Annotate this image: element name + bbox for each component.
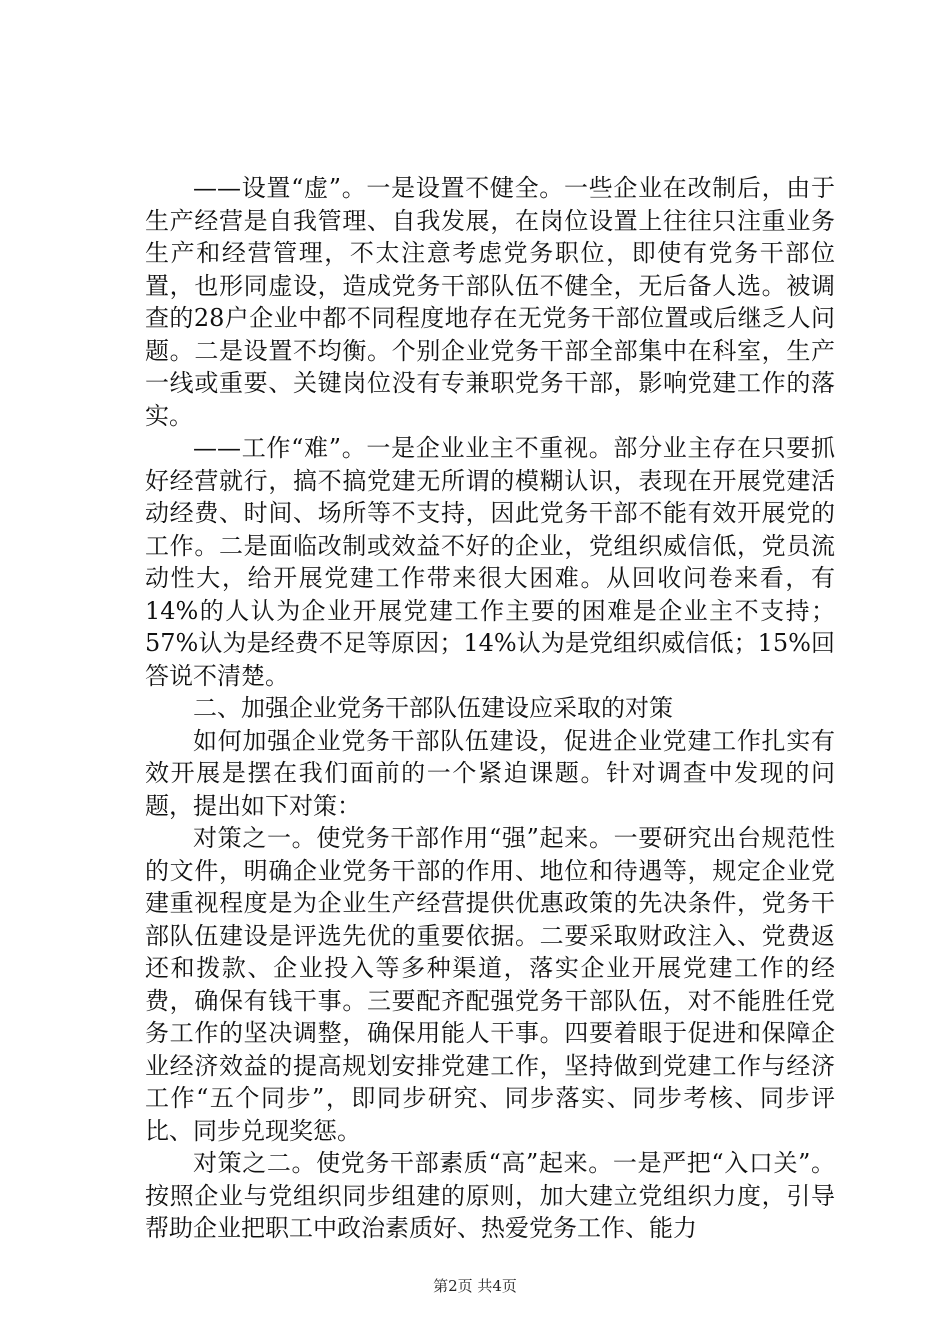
section-heading-countermeasures: 二、加强企业党务干部队伍建设应采取的对策 — [193, 694, 673, 722]
paragraph-work-difficult: ——工作“难”。一是企业业主不重视。部分业主存在只要抓好经营就行，搞不搞党建无所谓的模糊认识，表现在开展党建活动经费、时间、场所等不支持，因此党务干部不能有效开展党的工作。二是面临改制或效益不好的企业，党组织威信低，党员流动性大，给开展党建工作带来很大困难。从回收问卷来看，有14%的人认为企业开展党建工作主要的困难是企业主不支持；57%认为是经费不足等原因；14%认为是党组织威信低；15%回答说不清楚。 — [145, 434, 835, 690]
paragraph-countermeasure-one: 对策之一。使党务干部作用“强”起来。一要研究出台规范性的文件，明确企业党务干部的作用、地位和待遇等，规定企业党建重视程度是为企业生产经营提供优惠政策的先决条件，党务干部队伍建设是评选先优的重要依据。二要采取财政注入、党费返还和拨款、企业投入等多种渠道，落实企业开展党建工作的经费，确保有钱干事。三要配齐配强党务干部队伍，对不能胜任党务工作的坚决调整，确保用能人干事。四要着眼于促进和保障企业经济效益的提高规划安排党建工作，坚持做到党建工作与经济工作“五个同步”，即同步研究、同步落实、同步考核、同步评比、同步兑现奖惩。 — [145, 824, 835, 1145]
paragraph-countermeasure-two: 对策之二。使党务干部素质“高”起来。一是严把“入口关”。按照企业与党组织同步组建的原则，加大建立党组织力度，引导帮助企业把职工中政治素质好、热爱党务工作、能力 — [145, 1149, 835, 1242]
document-body — [145, 172, 835, 1245]
page-footer: 第2页 共4页 — [433, 1277, 517, 1295]
paragraph-intro-countermeasures: 如何加强企业党务干部队伍建设，促进企业党建工作扎实有效开展是摆在我们面前的一个紧迫课题。针对调查中发现的问题，提出如下对策： — [145, 726, 835, 820]
paragraph-setup-virtual: ——设置“虚”。一是设置不健全。一些企业在改制后，由于生产经营是自我管理、自我发展，在岗位设置上往往只注重业务生产和经营管理，不太注意考虑党务职位，即使有党务干部位置，也形同虚设，造成党务干部队伍不健全，无后备人选。被调查的28户企业中都不同程度地存在无党务干部位置或后继乏人问题。二是设置不均衡。个别企业党务干部全部集中在科室，生产一线或重要、关键岗位没有专兼职党务干部，影响党建工作的落实。 — [145, 174, 835, 430]
